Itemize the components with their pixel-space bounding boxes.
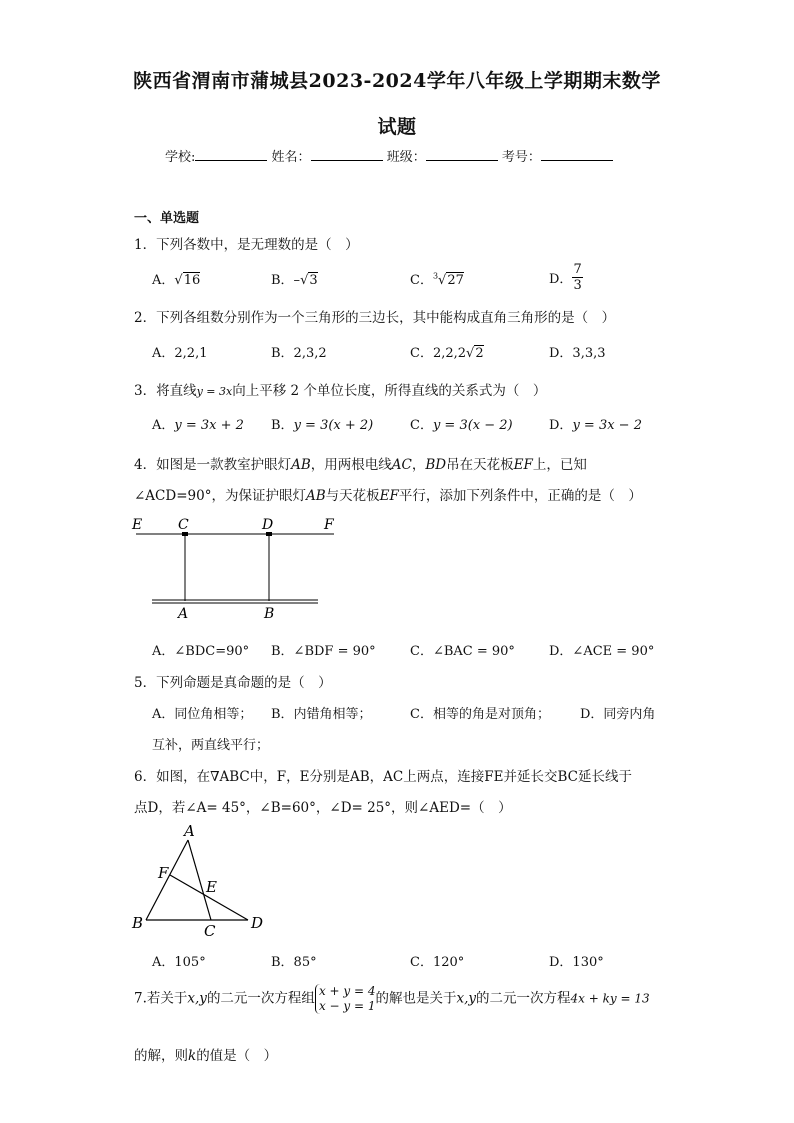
label-b: B	[264, 606, 275, 622]
q5-stem: 5．下列命题是真命题的是（ ）	[134, 675, 332, 691]
q6-option-d: D．130°	[549, 955, 604, 970]
q4-option-d: D．∠ACE = 90°	[549, 644, 655, 659]
q7-stem-line2: 的解，则k的值是（ ）	[134, 1048, 278, 1064]
q4-figure	[128, 512, 348, 624]
class-label: 班级：	[386, 150, 426, 165]
class-blank[interactable]	[426, 148, 498, 161]
page-title-cont: 试题	[377, 116, 417, 138]
q5-option-d-cont: 互补，两直线平行；	[152, 738, 270, 753]
q6-figure	[128, 820, 276, 940]
q3-stem: 3．将直线y = 3x向上平移 2 个单位长度，所得直线的关系式为（ ）	[134, 383, 547, 399]
name-blank[interactable]	[311, 148, 383, 161]
q5-option-a: A．同位角相等；	[152, 707, 253, 722]
q5-option-b: B．内错角相等；	[271, 707, 372, 722]
q1-stem: 1．下列各数中，是无理数的是（ ）	[134, 237, 359, 253]
label-e: E	[206, 878, 217, 896]
label-f: F	[324, 517, 334, 533]
q2-option-c: C．2,2,2√2	[410, 346, 484, 361]
q6-stem-line1: 6．如图，在∇ABC中，F，E分别是AB，AC上两点，连接FE并延长交BC延长线于	[134, 769, 632, 785]
q5-option-c: C．相等的角是对顶角；	[410, 707, 550, 722]
q2-option-b: B．2,3,2	[271, 346, 327, 361]
label-e: E	[132, 517, 143, 533]
school-blank[interactable]	[195, 148, 267, 161]
page-title: 陕西省渭南市蒲城县2023-2024学年八年级上学期期末数学	[133, 70, 661, 92]
id-label: 考号：	[501, 150, 541, 165]
q3-option-d: D．y = 3x − 2	[549, 418, 642, 433]
label-d: D	[251, 914, 264, 932]
q1-option-c: C．$^3$√27	[410, 271, 464, 288]
name-label: 姓名：	[271, 150, 311, 165]
q1-option-d: D． $\frac{7}{3}$	[549, 262, 582, 293]
q2-option-d: D．3,3,3	[549, 346, 606, 361]
q2-option-a: A．2,2,1	[152, 346, 208, 361]
label-d: D	[262, 517, 274, 533]
section-heading: 一、单选题	[134, 211, 200, 226]
q6-option-b: B．85°	[271, 955, 317, 970]
q1-option-a: A．√16	[152, 273, 201, 288]
q4-option-a: A．∠BDC=90°	[152, 644, 250, 659]
q3-option-a: A．y = 3x + 2	[152, 418, 244, 433]
q7-stem-line1: 7.若关于x,y的二元一次方程组 x + y = 4 x − y = 1 的解也是关于x,y的二元一次方程4x + ky = 13	[134, 984, 650, 1013]
q6-option-c: C．120°	[410, 955, 465, 970]
id-blank[interactable]	[541, 148, 613, 161]
label-c: C	[204, 922, 216, 940]
q1-option-b: B．–√3	[271, 273, 318, 288]
q3-option-c: C．y = 3(x − 2)	[410, 418, 513, 433]
q4-stem-line1: 4．如图是一款教室护眼灯AB，用两根电线AC，BD吊在天花板EF上，已知	[134, 457, 587, 473]
label-f: F	[158, 864, 169, 882]
q4-option-b: B．∠BDF = 90°	[271, 644, 376, 659]
label-a: A	[184, 822, 195, 840]
info-fields	[165, 146, 613, 165]
q2-stem: 2．下列各组数分别作为一个三角形的三边长，其中能构成直角三角形的是（ ）	[134, 310, 616, 326]
label-a: A	[178, 606, 189, 622]
q4-stem-line2: ∠ACD=90°，为保证护眼灯AB与天花板EF平行，添加下列条件中，正确的是（ ）	[134, 488, 642, 504]
label-c: C	[178, 517, 189, 533]
q4-option-c: C．∠BAC = 90°	[410, 644, 515, 659]
school-label: 学校:	[165, 150, 196, 165]
q3-option-b: B．y = 3(x + 2)	[271, 418, 374, 433]
label-b: B	[132, 914, 144, 932]
q6-option-a: A．105°	[152, 955, 206, 970]
equation-system: x + y = 4 x − y = 1	[315, 984, 376, 1014]
q6-stem-line2: 点D，若∠A= 45°，∠B=60°，∠D= 25°，则∠AED=（ ）	[134, 800, 512, 816]
q5-option-d: D．同旁内角	[580, 707, 656, 722]
